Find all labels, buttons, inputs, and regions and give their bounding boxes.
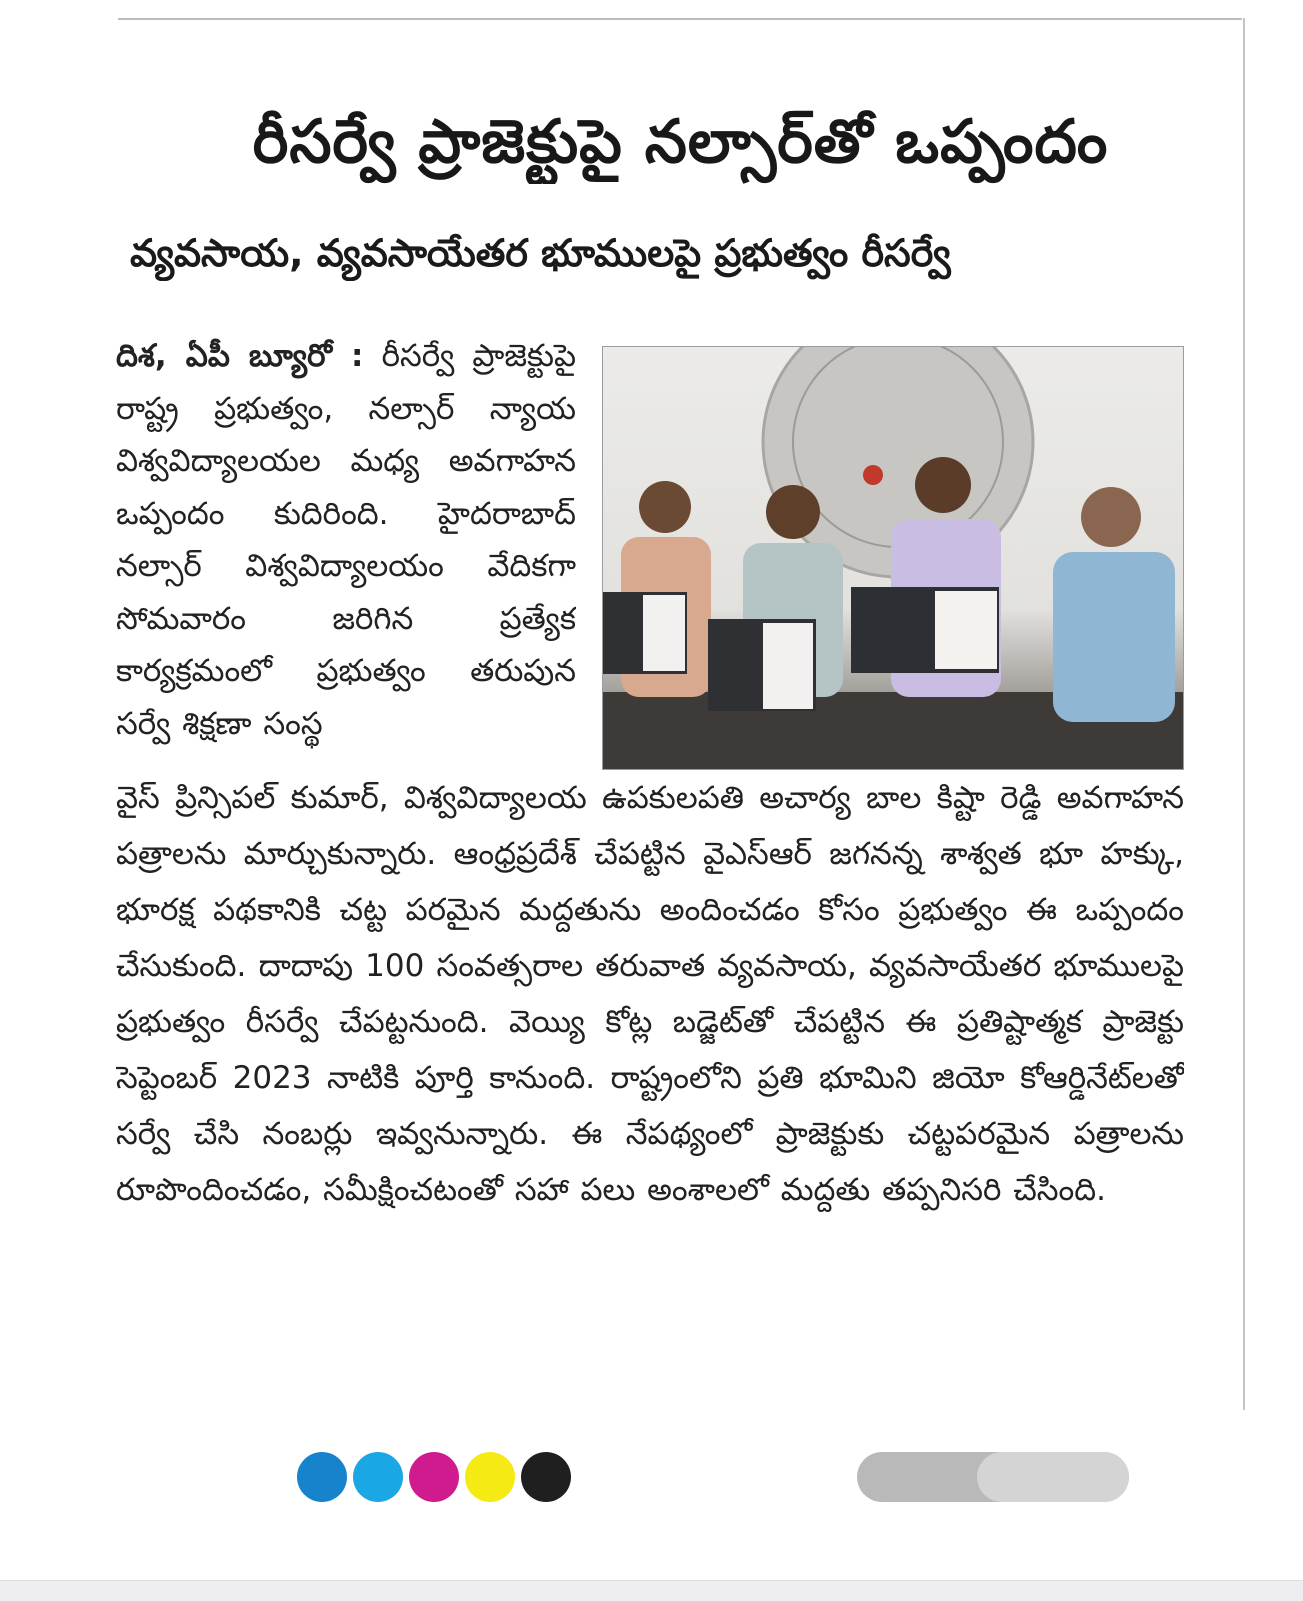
swatch-cyan (353, 1452, 403, 1502)
headline: రీసర్వే ప్రాజెక్టుపై నల్సార్‌తో ఒప్పందం (252, 107, 1109, 177)
subheadline: వ్యవసాయ, వ్యవసాయేతర భూములపై ప్రభుత్వం రీసర్వే (130, 231, 951, 275)
article-body-part1: రీసర్వే ప్రాజెక్టుపై రాష్ట్ర ప్రభుత్వం, నల్సార్ న్యాయ విశ్వవిద్యాలయల మధ్య అవగాహన ఒప్పందం కుదిరింది. హైదరాబాద్ నల్సార్ విశ్వవిద్యాలయం వేదికగా సోమవారం జరిగిన ప్రత్యేక కార్యక్రమంలో ప్రభుత్వం తరుపున సర్వే శిక్షణా సంస్థ (116, 338, 576, 742)
column-rule (1243, 18, 1245, 1410)
article-photo (602, 346, 1184, 770)
swatch-blue (297, 1452, 347, 1502)
article-body-wide: వైస్ ప్రిన్సిపల్ కుమార్, విశ్వవిద్యాలయ ఉపకులపతి అచార్య బాల కిష్టా రెడ్డి అవగాహన పత్రాలను మార్చుకున్నారు. ఆంధ్రప్రదేశ్ చేపట్టిన వైఎస్ఆర్ జగనన్న శాశ్వత భూ హక్కు, భూరక్ష పథకానికి చట్ట పరమైన మద్దతును అందించడం కోసం ప్రభుత్వం ఈ ఒప్పందం చేసుకుంది. దాదాపు 100 సంవత్సరాల తరువాత వ్యవసాయ, వ్యవసాయేతర భూములపై ప్రభుత్వం రీసర్వే చేపట్టనుంది. వెయ్యి కోట్ల బడ్జెట్‌తో చేపట్టిన ఈ ప్రతిష్టాత్మక ప్రాజెక్టు సెప్టెంబర్ 2023 నాటికి పూర్తి కానుంది. రాష్ట్రంలోని ప్రతి భూమిని జియో కోఆర్డినేట్‌లతో సర్వే చేసి నంబర్లు ఇవ్వనున్నారు. ఈ నేపథ్యంలో ప్రాజెక్టుకు చట్టపరమైన పత్రాలను రూపొందించడం, సమీక్షించటంతో సహా పలు అంశాలలో మద్దతు తప్పనిసరి చేసింది. (116, 780, 1184, 1208)
dateline: దిశ, ఏపీ బ్యూరో : (116, 338, 364, 374)
scrollbar-thumb[interactable] (977, 1452, 1129, 1502)
horizontal-scrollbar[interactable] (857, 1452, 1129, 1502)
swatch-magenta (409, 1452, 459, 1502)
swatch-black (521, 1452, 571, 1502)
article-body-column (116, 330, 576, 760)
swatch-yellow (465, 1452, 515, 1502)
bottom-bar (0, 1580, 1303, 1601)
top-rule (118, 18, 1242, 20)
photo-of-mou-exchange-icon (603, 347, 1183, 769)
